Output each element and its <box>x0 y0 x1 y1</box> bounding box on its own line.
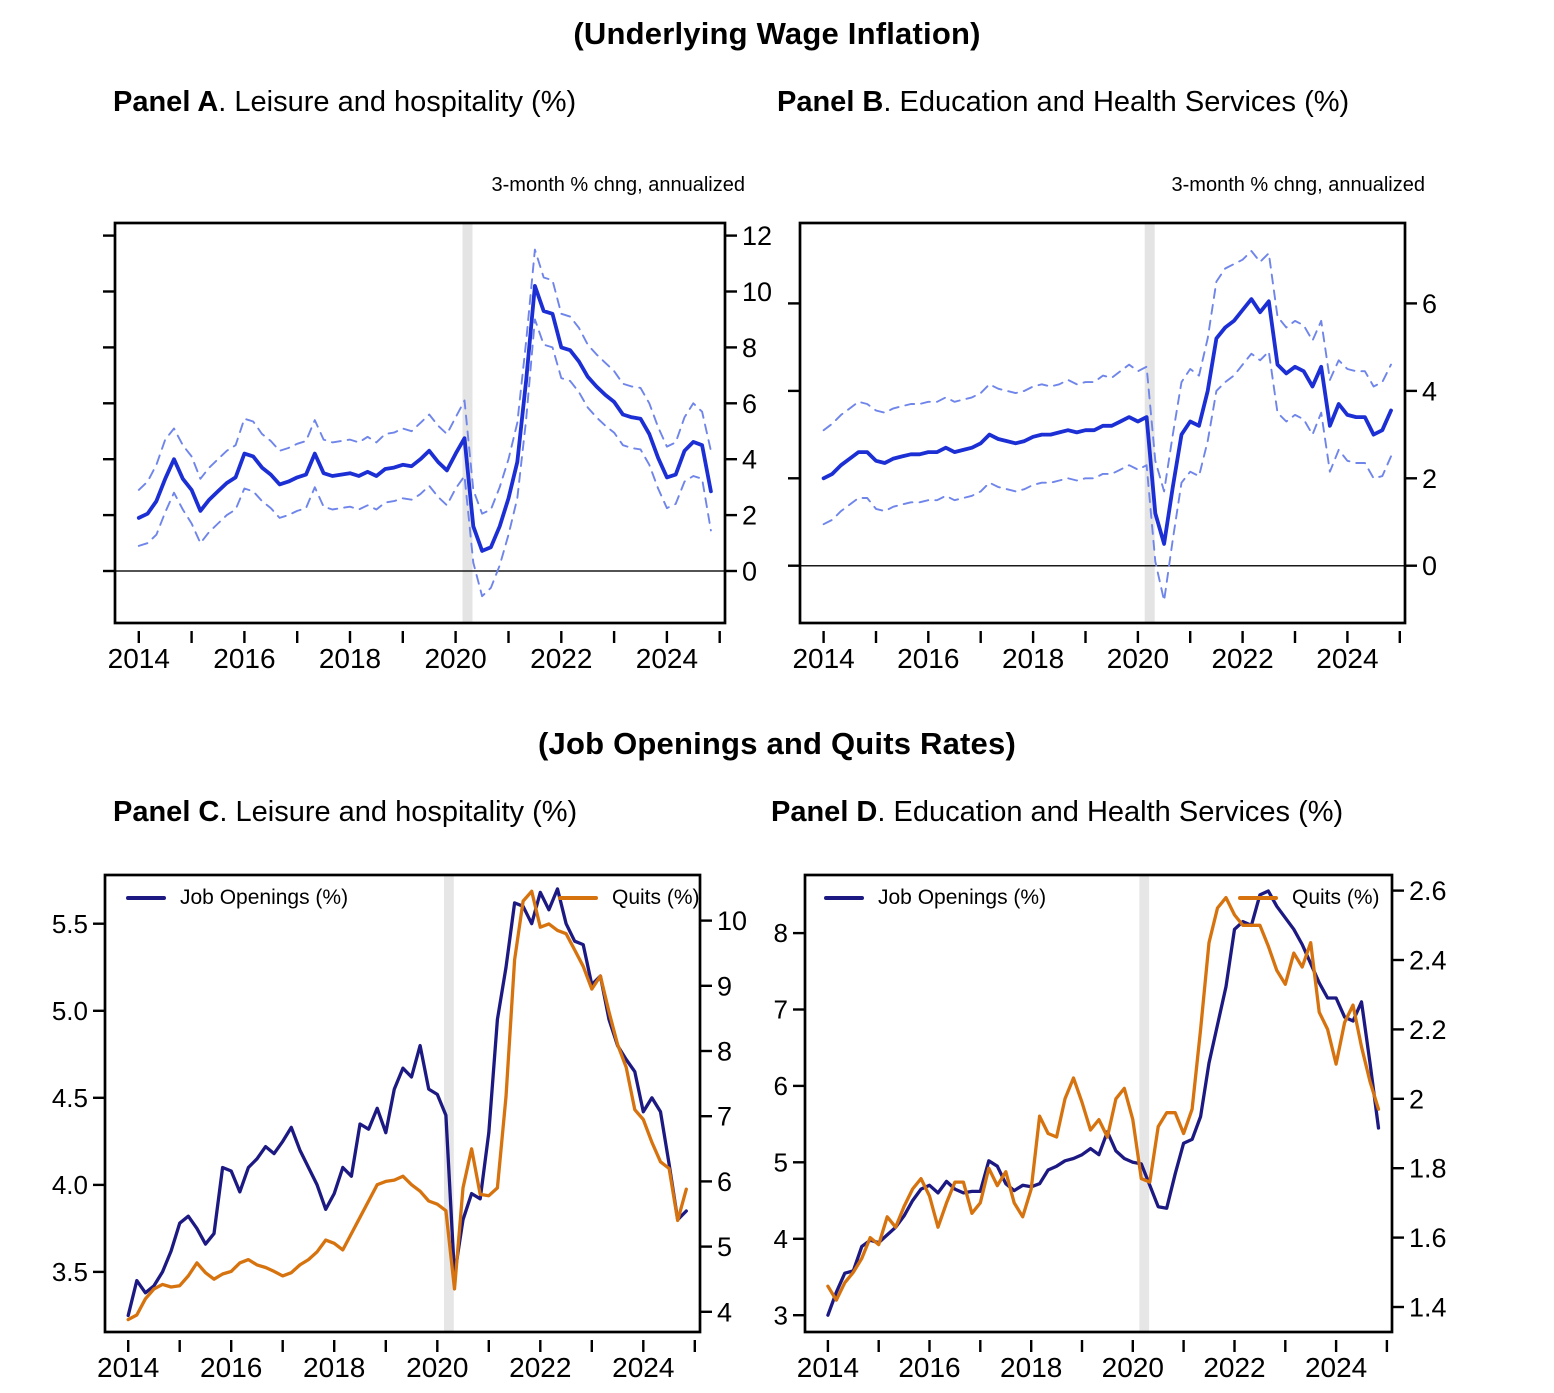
y-axis-left-tick-label: 4 <box>773 1223 788 1254</box>
y-axis-right-tick-label: 0 <box>742 556 758 587</box>
x-axis-tick-label: 2022 <box>530 643 593 674</box>
job-openings-line-swatch <box>126 896 166 900</box>
y-axis-right-tick-label: 4 <box>1422 376 1438 407</box>
y-axis-left-tick-label: 8 <box>773 918 788 949</box>
y-axis-left-tick-label: 5.5 <box>51 908 88 939</box>
x-axis-tick-label: 2022 <box>509 1352 572 1379</box>
job-openings-line-swatch <box>824 896 864 900</box>
x-axis-tick-label: 2016 <box>213 643 276 674</box>
panel-b-subtitle: . Education and Health Services (%) <box>883 86 1350 118</box>
x-axis-tick-label: 2020 <box>1101 1352 1164 1379</box>
x-axis-tick-label: 2016 <box>200 1352 263 1379</box>
y-axis-right-tick-label: 4 <box>742 444 758 475</box>
section-title-openings-quits: (Job Openings and Quits Rates) <box>538 726 1016 761</box>
x-axis-tick-label: 2014 <box>107 643 170 674</box>
y-axis-left-tick-label: 5 <box>773 1147 788 1178</box>
plot-box <box>805 875 1392 1332</box>
plot-box <box>105 875 700 1332</box>
x-axis-tick-label: 2024 <box>635 643 699 674</box>
x-axis-tick-label: 2024 <box>1304 1352 1368 1379</box>
y-axis-right-tick-label: 5 <box>717 1232 733 1263</box>
y-axis-right-tick-label: 4 <box>717 1297 733 1328</box>
quits-line-swatch <box>558 896 598 900</box>
recession-shading-band <box>1139 875 1149 1332</box>
y-axis-left-tick-label: 6 <box>773 1071 788 1101</box>
y-axis-left-tick-label: 3.5 <box>51 1257 88 1287</box>
y-axis-right-tick-label: 2 <box>1409 1084 1425 1115</box>
y-axis-right-tick-label: 8 <box>717 1036 733 1067</box>
y-axis-left-tick-label: 3 <box>773 1300 788 1331</box>
y-axis-right-tick-label: 10 <box>742 276 773 307</box>
y-axis-left-tick-label: 5.0 <box>51 995 88 1026</box>
x-axis-tick-label: 2014 <box>97 1352 160 1379</box>
x-axis-tick-label: 2018 <box>1000 1352 1063 1379</box>
series-quits <box>128 891 686 1319</box>
series-lower-band <box>139 319 711 596</box>
y-axis-right-tick-label: 2.2 <box>1409 1014 1447 1045</box>
panel-d-subtitle: . Education and Health Services (%) <box>877 796 1344 828</box>
panel-c-title <box>113 796 577 829</box>
y-axis-right-tick-label: 9 <box>717 971 733 1002</box>
y-axis-left-tick-label: 7 <box>773 994 788 1025</box>
x-axis-tick-label: 2014 <box>792 643 855 674</box>
panel-c-legend-quits <box>558 884 700 912</box>
panel-b-chart <box>773 160 1473 680</box>
x-axis-tick-label: 2020 <box>424 643 487 674</box>
panel-b-title <box>777 86 1349 119</box>
x-axis-tick-label: 2022 <box>1203 1352 1266 1379</box>
x-axis-tick-label: 2016 <box>897 643 960 674</box>
x-axis-tick-label: 2018 <box>1001 643 1065 674</box>
plot-box <box>800 223 1405 623</box>
legend-label: Job Openings (%) <box>180 886 349 909</box>
series-lower-band <box>824 352 1391 601</box>
panel-c-label: Panel C <box>113 796 220 828</box>
series-upper-band <box>139 250 711 514</box>
panel-a-title <box>113 86 576 119</box>
series-job-openings <box>128 889 686 1316</box>
x-axis-tick-label: 2022 <box>1211 643 1274 674</box>
y-axis-right-tick-label: 2.4 <box>1409 945 1447 976</box>
y-axis-right-tick-label: 6 <box>717 1166 733 1197</box>
y-axis-left-tick-label: 4.0 <box>51 1170 88 1200</box>
y-axis-right-tick-label: 1.8 <box>1409 1153 1447 1184</box>
panel-a-chart <box>88 160 778 680</box>
panel-d-legend-quits <box>1238 884 1380 912</box>
y-axis-right-tick-label: 2 <box>1422 463 1438 494</box>
y-axis-right-tick-label: 1.4 <box>1409 1292 1447 1323</box>
x-axis-tick-label: 2024 <box>1316 643 1379 674</box>
panel-d-legend-job-openings <box>824 884 1046 912</box>
panel-d-label: Panel D <box>771 796 878 828</box>
panel-b-axis-note: 3-month % chng, annualized <box>1171 174 1425 196</box>
section-title-wage-inflation: (Underlying Wage Inflation) <box>573 16 981 51</box>
y-axis-right-tick-label: 1.6 <box>1409 1223 1447 1254</box>
panel-a-label: Panel A <box>113 86 219 118</box>
legend-label: Quits (%) <box>612 886 700 909</box>
panel-d-chart <box>735 849 1505 1379</box>
x-axis-tick-label: 2020 <box>1106 643 1170 674</box>
panel-c-subtitle: . Leisure and hospitality (%) <box>219 796 578 828</box>
panel-a-axis-note: 3-month % chng, annualized <box>491 174 745 196</box>
legend-label: Job Openings (%) <box>878 886 1047 909</box>
series-quits <box>828 898 1379 1301</box>
y-axis-right-tick-label: 0 <box>1422 551 1438 582</box>
y-axis-right-tick-label: 2.6 <box>1409 876 1447 907</box>
y-axis-right-tick-label: 2 <box>742 500 758 531</box>
y-axis-left-tick-label: 4.5 <box>51 1082 88 1113</box>
legend-label: Quits (%) <box>1292 886 1380 909</box>
panel-c-legend-job-openings <box>126 884 348 912</box>
x-axis-tick-label: 2014 <box>796 1352 860 1379</box>
y-axis-right-tick-label: 8 <box>742 332 758 363</box>
x-axis-tick-label: 2020 <box>406 1352 469 1379</box>
panel-b-label: Panel B <box>777 86 884 118</box>
y-axis-right-tick-label: 12 <box>742 221 773 252</box>
panel-d-title <box>771 796 1343 829</box>
panel-a-subtitle: . Leisure and hospitality (%) <box>218 86 577 118</box>
x-axis-tick-label: 2018 <box>303 1352 366 1379</box>
series-estimate <box>139 286 711 551</box>
x-axis-tick-label: 2016 <box>898 1352 961 1379</box>
y-axis-right-tick-label: 7 <box>717 1101 733 1132</box>
quits-line-swatch <box>1238 896 1278 900</box>
x-axis-tick-label: 2024 <box>612 1352 675 1379</box>
panel-c-chart <box>25 849 773 1379</box>
y-axis-right-tick-label: 6 <box>1422 288 1438 319</box>
y-axis-right-tick-label: 10 <box>717 906 748 937</box>
x-axis-tick-label: 2018 <box>318 643 382 674</box>
y-axis-right-tick-label: 6 <box>742 388 758 419</box>
